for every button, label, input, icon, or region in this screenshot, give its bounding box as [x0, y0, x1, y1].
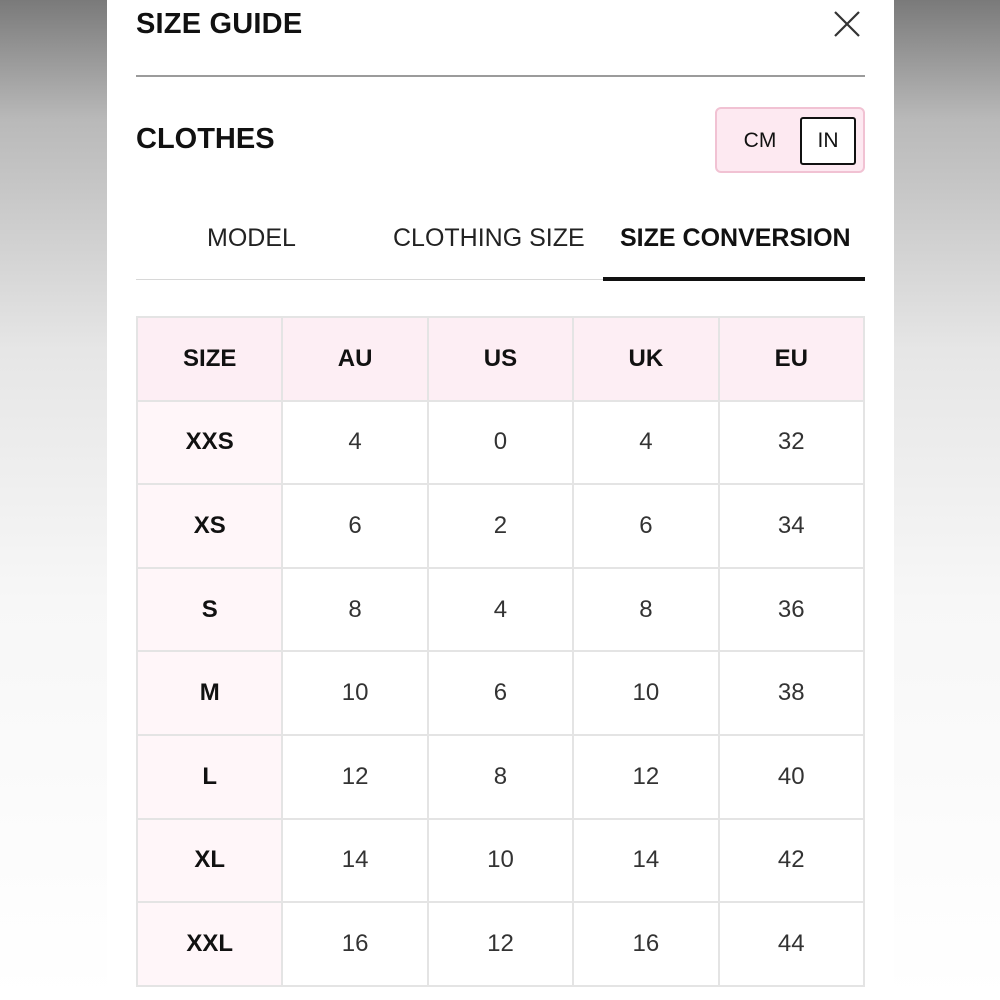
size-label-cell: M — [137, 651, 282, 735]
table-row — [137, 401, 864, 485]
unit-toggle — [715, 107, 865, 173]
eu-cell: 44 — [719, 902, 864, 986]
title-divider — [136, 75, 865, 77]
active-tab-indicator — [603, 277, 865, 281]
us-cell: 12 — [428, 902, 573, 986]
table-row — [137, 902, 864, 986]
us-cell: 2 — [428, 484, 573, 568]
uk-cell: 14 — [573, 819, 718, 903]
column-header-au: AU — [282, 317, 427, 401]
us-cell: 4 — [428, 568, 573, 652]
table-row — [137, 568, 864, 652]
eu-cell: 36 — [719, 568, 864, 652]
size-label-cell: L — [137, 735, 282, 819]
section-title: CLOTHES — [136, 123, 275, 155]
column-header-us: US — [428, 317, 573, 401]
size-label-cell: XS — [137, 484, 282, 568]
unit-in-button[interactable]: IN — [800, 117, 856, 165]
uk-cell: 8 — [573, 568, 718, 652]
table-row — [137, 735, 864, 819]
tab-clothing-size[interactable]: CLOTHING SIZE — [393, 224, 585, 252]
uk-cell: 10 — [573, 651, 718, 735]
us-cell: 10 — [428, 819, 573, 903]
au-cell: 12 — [282, 735, 427, 819]
table-row — [137, 484, 864, 568]
us-cell: 0 — [428, 401, 573, 485]
eu-cell: 38 — [719, 651, 864, 735]
close-icon[interactable] — [829, 6, 867, 44]
uk-cell: 4 — [573, 401, 718, 485]
column-header-eu: EU — [719, 317, 864, 401]
uk-cell: 16 — [573, 902, 718, 986]
close-button[interactable] — [829, 6, 867, 44]
tab-bar — [136, 210, 865, 280]
size-label-cell: XL — [137, 819, 282, 903]
size-label-cell: XXS — [137, 401, 282, 485]
au-cell: 8 — [282, 568, 427, 652]
au-cell: 16 — [282, 902, 427, 986]
tab-size-conversion[interactable]: SIZE CONVERSION — [620, 224, 851, 252]
unit-cm-button[interactable]: CM — [743, 129, 777, 152]
eu-cell: 34 — [719, 484, 864, 568]
us-cell: 6 — [428, 651, 573, 735]
table-row — [137, 651, 864, 735]
size-label-cell: XXL — [137, 902, 282, 986]
tab-model[interactable]: MODEL — [207, 224, 296, 252]
table-header-row — [137, 317, 864, 401]
size-label-cell: S — [137, 568, 282, 652]
au-cell: 14 — [282, 819, 427, 903]
au-cell: 10 — [282, 651, 427, 735]
au-cell: 4 — [282, 401, 427, 485]
us-cell: 8 — [428, 735, 573, 819]
uk-cell: 6 — [573, 484, 718, 568]
page-title: SIZE GUIDE — [136, 8, 303, 40]
size-conversion-table — [136, 316, 865, 987]
column-header-size: SIZE — [137, 317, 282, 401]
eu-cell: 32 — [719, 401, 864, 485]
au-cell: 6 — [282, 484, 427, 568]
uk-cell: 12 — [573, 735, 718, 819]
size-guide-panel — [107, 0, 894, 1000]
table-row — [137, 819, 864, 903]
eu-cell: 40 — [719, 735, 864, 819]
eu-cell: 42 — [719, 819, 864, 903]
column-header-uk: UK — [573, 317, 718, 401]
